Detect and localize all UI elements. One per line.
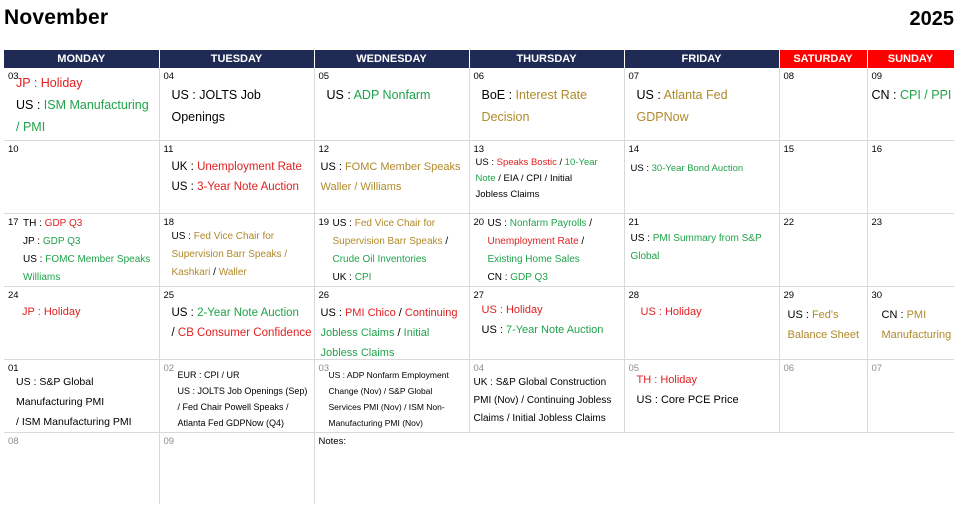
event-text: GDPNow	[636, 110, 689, 124]
event-label: US :	[481, 324, 506, 336]
event-text: PMI Summary from S&P	[652, 233, 762, 244]
event-text: Fed Vice Chair for	[193, 231, 275, 242]
event-text: Williams	[23, 272, 61, 283]
day-cell-17[interactable]	[4, 214, 159, 287]
day-number: 09	[871, 71, 883, 82]
event-text: Fed Vice Chair for	[354, 218, 436, 229]
event-text: Interest Rate	[515, 88, 588, 102]
day-cell-18[interactable]	[159, 214, 314, 287]
event-text: Supervision Barr Speaks /	[171, 249, 288, 260]
event-text: Unemployment Rate	[487, 236, 579, 247]
event-text: Initial	[403, 327, 430, 339]
day-cell-22[interactable]	[779, 214, 867, 287]
event-label: US :	[16, 98, 44, 112]
event-text: / Fed Chair Powell Speaks /	[177, 402, 289, 412]
event-text: ADP Nonfarm	[353, 88, 431, 102]
event-label: JP :	[22, 306, 44, 318]
event-label: US :	[636, 88, 664, 102]
day-number: 13	[473, 144, 485, 155]
event-text: 10-Year	[564, 157, 598, 168]
event-label: US :	[630, 163, 652, 174]
year-title: 2025	[909, 8, 954, 30]
day-cell-24[interactable]	[4, 287, 159, 360]
event-text: CPI / PPI	[899, 88, 952, 102]
event-separator: /	[395, 307, 405, 319]
day-number: 24	[8, 290, 19, 301]
day-number: 26	[318, 290, 330, 301]
event-text: Jobless Claims	[320, 327, 395, 339]
day-cell-next-07[interactable]	[867, 360, 954, 433]
event-separator: /	[171, 327, 178, 339]
day-events	[172, 303, 312, 343]
day-number: 07	[628, 71, 640, 82]
event-text: Global	[630, 251, 660, 262]
event-text: Holiday	[505, 304, 543, 316]
day-cell-25[interactable]	[159, 287, 314, 360]
event-text: Nonfarm Payrolls	[509, 218, 587, 229]
event-text: Jobless Claims	[475, 189, 540, 200]
event-text: Claims / Initial Jobless Claims	[473, 413, 606, 424]
day-number: 21	[628, 217, 640, 228]
day-number: 19	[318, 217, 330, 228]
event-label: CN :	[881, 309, 907, 321]
event-text: Decision	[481, 110, 530, 124]
day-number: 28	[628, 290, 640, 301]
event-text: Holiday	[664, 306, 702, 318]
day-cell-03[interactable]	[4, 68, 159, 141]
week-row	[4, 360, 954, 433]
day-events	[23, 215, 157, 287]
notes-area[interactable]	[314, 433, 954, 505]
day-cell-06[interactable]	[469, 68, 624, 141]
day-cell-next-04[interactable]	[469, 360, 624, 433]
day-cell-28[interactable]	[624, 287, 779, 360]
day-number: 04	[163, 71, 175, 82]
event-label: JP :	[23, 236, 43, 247]
day-number: 29	[783, 290, 795, 301]
event-text: Unemployment Rate	[197, 161, 302, 173]
day-cell-next-03[interactable]	[314, 360, 469, 433]
day-cell-29[interactable]	[779, 287, 867, 360]
day-events	[321, 157, 467, 197]
event-label: UK :	[332, 272, 355, 283]
day-events	[482, 84, 622, 128]
week-row	[4, 214, 954, 287]
event-separator: /	[586, 218, 592, 229]
day-number: 09	[163, 436, 175, 447]
event-separator: /	[578, 236, 585, 247]
calendar-grid	[4, 50, 955, 504]
day-number: 05	[318, 71, 330, 82]
day-number: 23	[871, 217, 883, 228]
weekday-thursday: THURSDAY	[469, 50, 624, 68]
day-number: 05	[628, 363, 640, 374]
event-text: FOMC Member Speaks	[344, 161, 461, 173]
notes-label: Notes:	[318, 436, 346, 447]
event-text: Change (Nov) / S&P Global	[328, 386, 433, 396]
event-label: BoE :	[481, 88, 516, 102]
day-cell-next-08[interactable]	[4, 433, 159, 505]
event-label: US :	[787, 309, 812, 321]
event-label: US :	[475, 157, 497, 168]
event-text: 3-Year Note Auction	[197, 181, 299, 193]
day-number: 16	[871, 144, 883, 155]
event-label: US :	[481, 304, 506, 316]
event-label: US :	[171, 231, 194, 242]
day-cell-20[interactable]	[469, 214, 624, 287]
day-events	[641, 303, 777, 322]
day-cell-27[interactable]	[469, 287, 624, 360]
day-events	[631, 230, 777, 266]
event-text: Waller / Williams	[320, 181, 402, 193]
event-text: Atlanta Fed GDPNow (Q4)	[177, 418, 285, 428]
day-events	[321, 303, 467, 360]
event-text: GDP Q3	[42, 236, 81, 247]
event-text: / EIA / CPI / Initial	[495, 173, 573, 184]
event-label: CN :	[871, 88, 900, 102]
event-label: UK :	[171, 161, 198, 173]
event-text: PMI (Nov) / Continuing Jobless	[473, 395, 612, 406]
weekday-saturday: SATURDAY	[779, 50, 867, 68]
week-row	[4, 68, 954, 141]
event-separator: /	[556, 157, 565, 168]
day-cell-next-01[interactable]	[4, 360, 159, 433]
day-events	[631, 161, 777, 177]
event-text: 30-Year Bond Auction	[651, 163, 744, 174]
day-events	[488, 215, 622, 287]
day-number: 02	[163, 363, 175, 374]
event-label: US :	[23, 254, 46, 265]
day-cell-04[interactable]	[159, 68, 314, 141]
event-text: EUR : CPI / UR	[177, 370, 240, 380]
event-label: US :	[171, 181, 198, 193]
day-cell-13[interactable]	[469, 141, 624, 214]
event-text: PMI	[906, 309, 927, 321]
event-text: Atlanta Fed	[663, 88, 728, 102]
day-events	[333, 215, 467, 287]
event-text: US : JOLTS Job Openings (Sep)	[177, 386, 308, 396]
day-cell-26[interactable]	[314, 287, 469, 360]
day-number: 08	[783, 71, 795, 82]
event-label: US :	[487, 218, 510, 229]
day-number: 08	[8, 436, 19, 447]
event-text: ISM Manufacturing	[43, 98, 149, 112]
day-number: 01	[8, 363, 19, 374]
day-number: 11	[163, 144, 174, 155]
day-events	[482, 300, 622, 340]
weekday-monday: MONDAY	[4, 50, 159, 68]
day-cell-12[interactable]	[314, 141, 469, 214]
day-events	[172, 84, 312, 128]
day-cell-15[interactable]	[779, 141, 867, 214]
day-cell-09[interactable]	[867, 68, 954, 141]
day-number: 18	[163, 217, 175, 228]
day-events	[172, 228, 312, 282]
day-number: 14	[628, 144, 640, 155]
weekday-tuesday: TUESDAY	[159, 50, 314, 68]
event-text: FOMC Member Speaks	[45, 254, 151, 265]
day-events	[178, 367, 312, 431]
event-label: TH :	[23, 218, 45, 229]
event-text: PMI Chico	[344, 307, 396, 319]
day-events	[474, 374, 622, 428]
day-number: 20	[473, 217, 485, 228]
event-text: Openings	[171, 110, 226, 124]
event-text: GDP Q3	[44, 218, 83, 229]
event-text: CPI	[354, 272, 372, 283]
event-text: Fed's	[811, 309, 839, 321]
day-cell-07[interactable]	[624, 68, 779, 141]
event-text: UK : S&P Global Construction	[473, 377, 607, 388]
event-label: US :	[326, 88, 354, 102]
day-events	[637, 84, 777, 128]
event-text: US : Core PCE Price	[636, 394, 739, 406]
event-text: GDP Q3	[510, 272, 548, 283]
event-text: Services PMI (Nov) / ISM Non-	[328, 402, 445, 412]
event-text: Holiday	[660, 374, 698, 386]
day-number: 27	[473, 290, 485, 301]
event-text: CB Consumer Confidence	[177, 327, 312, 339]
event-text: US : S&P Global	[16, 376, 94, 388]
day-events	[22, 303, 157, 322]
day-cell-21[interactable]	[624, 214, 779, 287]
day-events	[637, 370, 777, 410]
day-number: 25	[163, 290, 175, 301]
event-text: Manufacturing	[881, 329, 952, 341]
day-number: 04	[473, 363, 485, 374]
event-separator: /	[394, 327, 404, 339]
event-text: Continuing	[404, 307, 458, 319]
event-label: US :	[640, 306, 665, 318]
event-label: US :	[630, 233, 653, 244]
event-text: Note	[475, 173, 496, 184]
day-number: 03	[318, 363, 330, 374]
day-cell-next-05[interactable]	[624, 360, 779, 433]
event-text: Holiday	[43, 306, 81, 318]
event-text: US : JOLTS Job	[171, 88, 261, 102]
day-cell-05[interactable]	[314, 68, 469, 141]
day-cell-next-09[interactable]	[159, 433, 314, 505]
event-label: US :	[171, 307, 198, 319]
day-cell-11[interactable]	[159, 141, 314, 214]
day-number: 03	[8, 71, 19, 82]
day-cell-next-06[interactable]	[779, 360, 867, 433]
day-cell-30[interactable]	[867, 287, 954, 360]
day-events	[872, 84, 953, 106]
week-row	[4, 433, 954, 505]
event-text: Speaks Bostic	[496, 157, 557, 168]
event-label: US :	[320, 307, 345, 319]
event-label: TH :	[636, 374, 661, 386]
weekday-header-row	[4, 50, 954, 68]
week-row	[4, 287, 954, 360]
event-text: Manufacturing PMI	[16, 396, 105, 408]
day-events	[327, 84, 467, 106]
event-text: Manufacturing PMI (Nov)	[328, 418, 423, 428]
day-events	[16, 372, 157, 432]
day-events	[882, 305, 953, 345]
day-cell-19[interactable]	[314, 214, 469, 287]
weekday-friday: FRIDAY	[624, 50, 779, 68]
day-number: 17	[8, 217, 19, 228]
week-row	[4, 141, 954, 214]
day-cell-08[interactable]	[779, 68, 867, 141]
day-number: 15	[783, 144, 795, 155]
day-number: 06	[783, 363, 795, 374]
day-cell-16[interactable]	[867, 141, 954, 214]
event-text: 2-Year Note Auction	[197, 307, 299, 319]
day-number: 07	[871, 363, 883, 374]
day-events	[476, 155, 622, 203]
event-text: / PMI	[16, 120, 46, 134]
event-label: US :	[320, 161, 345, 173]
event-text: Balance Sheet	[787, 329, 860, 341]
day-number: 06	[473, 71, 485, 82]
event-label: US :	[332, 218, 355, 229]
day-number: 10	[8, 144, 19, 155]
day-events	[16, 72, 157, 138]
event-separator: /	[442, 236, 449, 247]
weekday-sunday: SUNDAY	[867, 50, 954, 68]
event-label: CN :	[487, 272, 511, 283]
day-number: 12	[318, 144, 330, 155]
day-cell-10[interactable]	[4, 141, 159, 214]
event-text: Supervision Barr Speaks	[332, 236, 443, 247]
event-text: Existing Home Sales	[487, 254, 580, 265]
event-label: JP :	[16, 76, 41, 90]
day-cell-23[interactable]	[867, 214, 954, 287]
event-text: Crude Oil Inventories	[332, 254, 427, 265]
weekday-wednesday: WEDNESDAY	[314, 50, 469, 68]
event-text: Kashkari	[171, 267, 211, 278]
event-text: 7-Year Note Auction	[505, 324, 604, 336]
event-text: Holiday	[40, 76, 83, 90]
event-text: / ISM Manufacturing PMI	[16, 416, 132, 428]
event-separator: /	[210, 267, 219, 278]
day-events	[329, 367, 467, 431]
day-cell-next-02[interactable]	[159, 360, 314, 433]
day-number: 30	[871, 290, 883, 301]
event-text: Waller	[218, 267, 247, 278]
event-text: Jobless Claims	[320, 347, 395, 359]
day-events	[788, 305, 865, 345]
day-events	[172, 157, 312, 197]
day-cell-14[interactable]	[624, 141, 779, 214]
month-title: November	[4, 6, 109, 29]
event-text: US : ADP Nonfarm Employment	[328, 370, 449, 380]
day-number: 22	[783, 217, 795, 228]
